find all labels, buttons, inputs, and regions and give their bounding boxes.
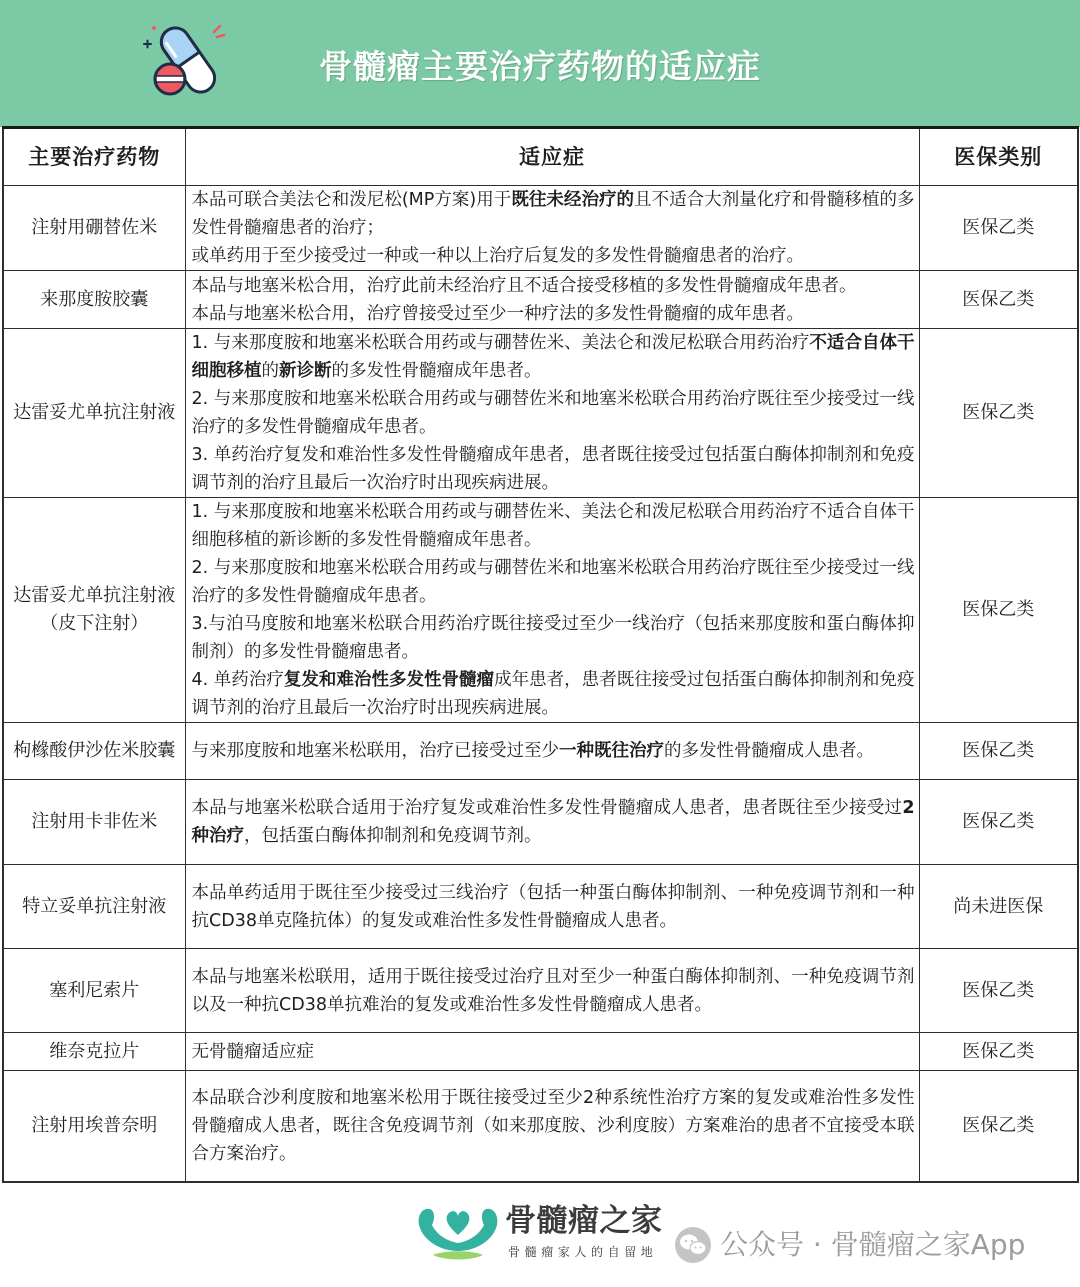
indication-text: 1. 与来那度胺和地塞米松联合用药或与硼替佐米、美法仑和泼尼松联合用药治疗 <box>191 333 810 353</box>
indication-cell <box>185 723 919 780</box>
indication-paragraph <box>192 610 915 666</box>
indication-paragraph <box>192 1038 915 1066</box>
indication-text: 本品与地塞米松联合适用于治疗复发或难治性多发性骨髓瘤成人患者，患者既往至少接受过 <box>191 798 903 818</box>
insurance-category-cell: 医保乙类 <box>919 1033 1078 1071</box>
indication-paragraph <box>192 963 915 1019</box>
wechat-icon <box>674 1226 712 1264</box>
drug-name-line: 注射用卡非佐米 <box>31 811 158 832</box>
table-row <box>3 949 1078 1033</box>
drug-name-line: 注射用硼替佐米 <box>31 217 158 238</box>
drug-name-line: 达雷妥尤单抗注射液 <box>13 402 176 423</box>
drug-name-cell <box>3 1033 185 1071</box>
table-row <box>3 1033 1078 1071</box>
table-row <box>3 186 1078 271</box>
indication-cell <box>185 498 919 723</box>
indication-cell <box>185 1071 919 1182</box>
drug-name-cell <box>3 186 185 271</box>
insurance-category-cell: 医保乙类 <box>919 271 1078 329</box>
indication-text: 与来那度胺和地塞米松联用，治疗已接受过至少 <box>191 741 559 761</box>
indication-emphasis: 复发和难治性多发性骨髓瘤 <box>283 670 495 690</box>
indication-paragraph <box>192 242 915 270</box>
indication-paragraph <box>192 498 915 554</box>
indication-cell <box>185 271 919 329</box>
indication-emphasis: 既往未经治疗的 <box>511 190 635 210</box>
indication-text: 3.与泊马度胺和地塞米松联合用药治疗既往接受过至少一线治疗（包括来那度胺和蛋白酶体抑制剂）的多发性骨髓瘤患者。 <box>191 614 915 662</box>
insurance-category-cell: 医保乙类 <box>919 329 1078 498</box>
indication-cell <box>185 780 919 865</box>
indication-text: 1. 与来那度胺和地塞米松联合用药或与硼替佐米、美法仑和泼尼松联合用药治疗不适合自体干细胞移植的新诊断的多发性骨髓瘤成年患者。 <box>191 502 915 550</box>
indication-paragraph <box>192 329 915 385</box>
indication-cell <box>185 186 919 271</box>
drug-name-cell <box>3 780 185 865</box>
drug-name-line: 枸橼酸伊沙佐米胶囊 <box>13 740 176 761</box>
drug-indication-table <box>2 126 1079 1183</box>
table-row <box>3 1071 1078 1182</box>
brand-tagline: 骨髓瘤家人的自留地 <box>508 1245 658 1259</box>
indication-cell <box>185 949 919 1033</box>
drug-name-cell <box>3 723 185 780</box>
insurance-category-cell: 医保乙类 <box>919 1071 1078 1182</box>
table-row <box>3 271 1078 329</box>
drug-name-line: （皮下注射） <box>40 613 149 634</box>
table-header-row <box>3 128 1078 186</box>
table-row <box>3 498 1078 723</box>
indication-text: 2. 与来那度胺和地塞米松联合用药或与硼替佐米和地塞米松联合用药治疗既往至少接受过一线治疗的多发性骨髓瘤成年患者。 <box>191 389 915 437</box>
drug-name-cell <box>3 949 185 1033</box>
indication-text: 本品联合沙利度胺和地塞米松用于既往接受过至少2种系统性治疗方案的复发或难治性多发性骨髓瘤成人患者，既往含免疫调节剂（如来那度胺、沙利度胺）方案难治的患者不宜接受本联合方案治疗。 <box>191 1087 915 1164</box>
table-row <box>3 780 1078 865</box>
drug-name-cell <box>3 865 185 949</box>
drug-name-cell <box>3 271 185 329</box>
drug-name-line: 维奈克拉片 <box>49 1040 140 1062</box>
indication-paragraph <box>192 554 915 610</box>
indication-text: 的多发性骨髓瘤成人患者。 <box>664 741 874 761</box>
indication-text: 且不适合大剂量化疗和骨髓移植的多发性骨髓瘤患者的治疗； <box>191 190 915 238</box>
indication-emphasis: 新诊断 <box>279 361 332 381</box>
indication-paragraph <box>192 186 915 242</box>
drug-name-line: 达雷妥尤单抗注射液 <box>13 585 176 606</box>
column-header-indication: 适应症 <box>185 128 919 186</box>
indication-text: 的 <box>261 361 279 381</box>
insurance-category-cell: 医保乙类 <box>919 498 1078 723</box>
indication-text: 的多发性骨髓瘤成年患者。 <box>331 361 542 381</box>
indication-paragraph <box>192 666 915 722</box>
insurance-category-cell: 医保乙类 <box>919 780 1078 865</box>
insurance-category-cell: 尚未进医保 <box>919 865 1078 949</box>
column-header-drug: 主要治疗药物 <box>3 128 185 186</box>
indication-emphasis: 2种治疗 <box>191 798 915 846</box>
insurance-category-cell: 医保乙类 <box>919 186 1078 271</box>
hands-heart-logo-icon <box>413 1197 503 1261</box>
indication-text: ，包括蛋白酶体抑制剂和免疫调节剂。 <box>244 826 542 846</box>
header-banner <box>0 0 1080 127</box>
drug-name-line: 塞利尼索片 <box>49 979 140 1001</box>
table-row <box>3 329 1078 498</box>
indication-emphasis: 不适合自体干细胞移植 <box>191 333 915 381</box>
indication-text: 本品与地塞米松合用，治疗此前未经治疗且不适合接受移植的多发性骨髓瘤成年患者。 <box>191 275 857 296</box>
drug-name-line: 来那度胺胶囊 <box>40 288 149 310</box>
brand-name: 骨髓瘤之家 <box>505 1203 663 1239</box>
indication-text: 无骨髓瘤适应症 <box>191 1041 314 1062</box>
indication-paragraph <box>192 794 915 850</box>
watermark-text: 公众号 · 骨髓瘤之家App <box>720 1228 1026 1261</box>
indication-text: 本品可联合美法仑和泼尼松(MP方案)用于 <box>191 190 512 210</box>
indication-text: 4. 单药治疗 <box>191 670 284 690</box>
drug-name-cell <box>3 1071 185 1182</box>
insurance-category-cell: 医保乙类 <box>919 723 1078 780</box>
insurance-category-cell: 医保乙类 <box>919 949 1078 1033</box>
indication-cell <box>185 865 919 949</box>
indication-emphasis: 一种既往治疗 <box>559 741 664 761</box>
indication-paragraph <box>192 300 915 328</box>
indication-text: 本品与地塞米松合用，治疗曾接受过至少一种疗法的多发性骨髓瘤的成年患者。 <box>191 303 804 324</box>
table-row <box>3 865 1078 949</box>
indication-paragraph <box>192 385 915 441</box>
indication-paragraph <box>192 441 915 497</box>
indication-text: 2. 与来那度胺和地塞米松联合用药或与硼替佐米和地塞米松联合用药治疗既往至少接受过一线治疗的多发性骨髓瘤成年患者。 <box>191 558 915 606</box>
page-title: 骨髓瘤主要治疗药物的适应症 <box>319 47 761 86</box>
indication-text: 或单药用于至少接受过一种或一种以上治疗后复发的多发性骨髓瘤患者的治疗。 <box>191 246 804 266</box>
indication-text: 本品单药适用于既往至少接受过三线治疗（包括一种蛋白酶体抑制剂、一种免疫调节剂和一种抗CD38单克隆抗体）的复发或难治性多发性骨髓瘤成人患者。 <box>191 882 915 931</box>
drug-name-line: 注射用埃普奈明 <box>31 1114 158 1136</box>
indication-text: 成年患者，患者既往接受过包括蛋白酶体抑制剂和免疫调节剂的治疗且最后一次治疗时出现疾病进展。 <box>191 670 915 718</box>
table-body <box>3 186 1078 1182</box>
table-row <box>3 723 1078 780</box>
indication-cell <box>185 1033 919 1071</box>
indication-paragraph <box>192 879 915 935</box>
drug-name-line: 特立妥单抗注射液 <box>22 895 167 917</box>
indication-text: 本品与地塞米松联用，适用于既往接受过治疗且对至少一种蛋白酶体抑制剂、一种免疫调节剂以及一种抗CD38单抗难治的复发或难治性多发性骨髓瘤成人患者。 <box>191 966 915 1015</box>
indication-paragraph <box>192 737 915 765</box>
column-header-insurance: 医保类别 <box>919 128 1078 186</box>
indication-cell <box>185 329 919 498</box>
indication-text: 3. 单药治疗复发和难治性多发性骨髓瘤成年患者，患者既往接受过包括蛋白酶体抑制剂和免疫调节剂的治疗且最后一次治疗时出现疾病进展。 <box>191 445 915 493</box>
indication-paragraph <box>192 1084 915 1168</box>
indication-paragraph <box>192 272 915 300</box>
drug-name-cell <box>3 498 185 723</box>
drug-name-cell <box>3 329 185 498</box>
